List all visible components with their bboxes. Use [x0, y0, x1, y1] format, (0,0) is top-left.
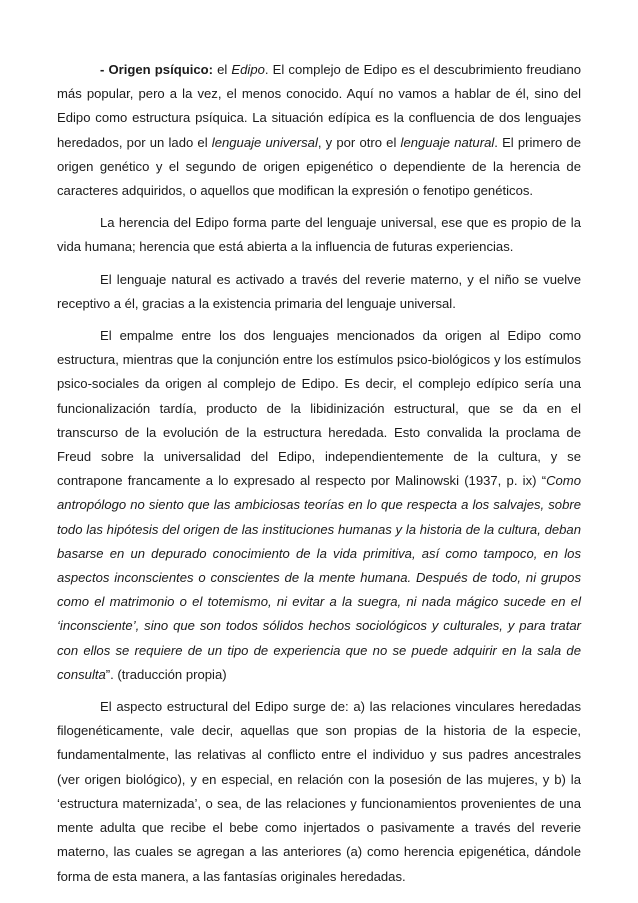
paragraph-empalme — [57, 324, 581, 687]
section-heading: - Origen psíquico: — [100, 62, 213, 77]
text-run: El lenguaje natural es activado a través del reverie materno, y el niño se vuelve receptivo a él, gracias a la existencia primaria del lenguaje universal. — [57, 271, 581, 311]
emphasis-edipo: Edipo — [231, 62, 265, 77]
text-run: La herencia del Edipo forma parte del lenguaje universal, ese que es propio de la vida humana; herencia que está abierta a la influencia de futuras experiencias. — [57, 215, 581, 255]
paragraph-origen-psiquico — [57, 58, 581, 203]
text-run: . El primero de origen genético y el segundo de origen epigenético o dependiente de la herencia de caracteres adquiridos, o aquellos que modifican la expresión o fenotipo genéticos. — [57, 134, 581, 199]
paragraph-herencia — [57, 211, 581, 259]
text-run: El aspecto estructural del Edipo surge de: a) las relaciones vinculares heredadas filogenéticamente, vale decir, aquellas que son propias de la historia de la especie, fundamentalmente, las relativas al conflicto entre el individuo y sus padres ancestrales (ver origen biológico), y en especial, en relación con la posesión de las mujeres, y b) la ‘estructura maternizada’, o sea, de las relaciones y funcionamientos provenientes de una mente adulta que recibe el bebe como injertados o pasivamente a través del reverie materno, las cuales se agregan a las anteriores (a) como herencia epigenética, dándole forma de esta manera, a las fantasías originales heredadas. — [57, 699, 581, 884]
text-run: ”. (traducción propia) — [105, 666, 227, 682]
text-run: el — [212, 62, 232, 77]
paragraph-aspecto-estructural — [57, 695, 581, 889]
paragraph-lenguaje-natural — [57, 268, 581, 316]
text-run: , y por otro el — [317, 134, 401, 150]
text-run: . El complejo de Edipo es el descubrimiento freudiano más popular, pero a la vez, el menos conocido. Aquí no vamos a hablar de él, sino del Edipo como estructura psíquica. La situación edípica es la confluencia de dos lenguajes heredados, por un lado el — [57, 62, 582, 150]
document-page — [57, 58, 581, 889]
text-run: El empalme entre los dos lenguajes mencionados da origen al Edipo como estructura, mientras que la conjunción entre los estímulos psico-biológicos y los estímulos psico-sociales da origen al complejo de Edipo. Es decir, el complejo edípico sería una funcionalización tardía, producto de la libidinización estructural, que se da en el transcurso de la evolución de la estructura heredada. Esto convalida la proclama de Freud sobre la universalidad del Edipo, independientemente de la cultura, y se contrapone francamente a lo expresado al respecto por Malinowski (1937, p. ix) “ — [57, 328, 581, 489]
emphasis-lenguaje-universal: lenguaje universal — [211, 134, 318, 150]
quote-malinowski: Como antropólogo no siento que las ambiciosas teorías en lo que respecta a los salvajes, sobre todo las hipótesis del origen de las instituciones humanas y la historia de la cultura, deban basarse en un depurado conocimiento de la vida primitiva, así como tampoco, en los aspectos inconscientes o conscientes de la mente humana. Después de todo, ni grupos como el matrimonio o el totemismo, ni evitar a la suegra, ni nada mágico sucede en el ‘inconsciente’, sino que son todos sólidos hechos sociológicos y culturales, y para tratar con ellos se requiere de un tipo de experiencia que no se puede adquirir en la sala de consulta — [57, 473, 581, 682]
emphasis-lenguaje-natural: lenguaje natural — [400, 134, 495, 150]
